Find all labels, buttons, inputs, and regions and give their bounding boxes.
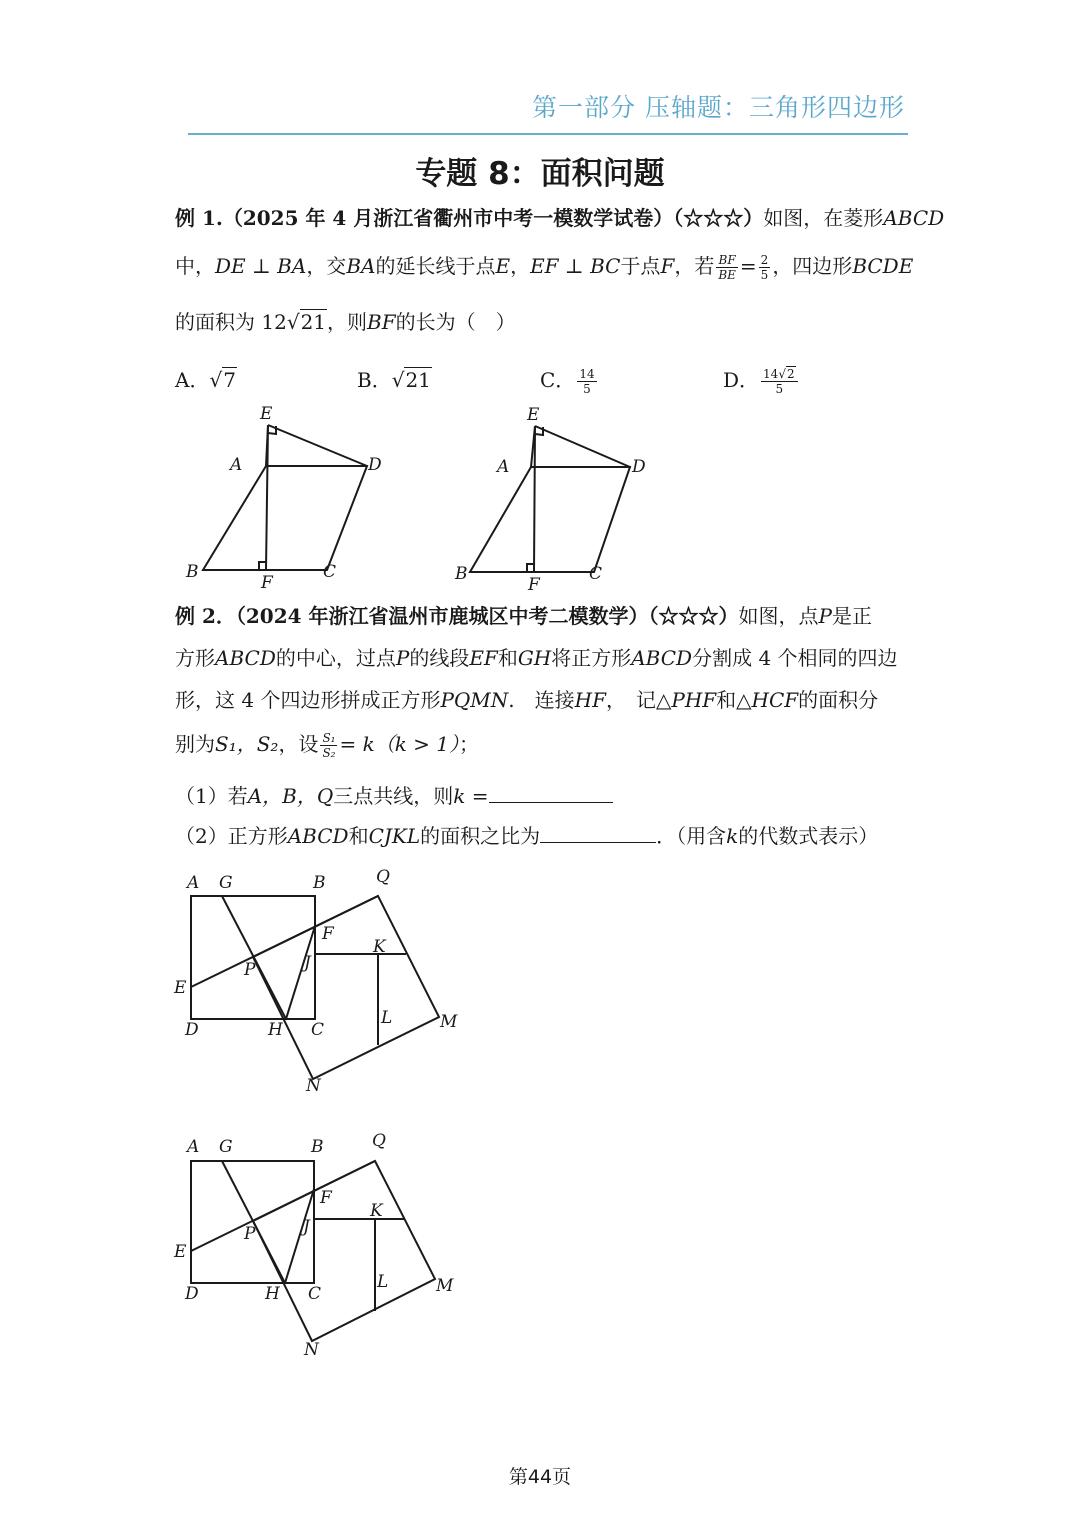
example2-line3: 形，这 4 个四边形拼成正方形PQMN. 连接HF， 记△PHF和△HCF的面积分 xyxy=(175,688,879,712)
svg-text:F: F xyxy=(320,1188,332,1208)
svg-text:K: K xyxy=(370,1201,383,1221)
option-c[interactable]: C． $\frac{14}{5}$ xyxy=(540,367,595,396)
rhombus-abcd-2 xyxy=(470,467,630,572)
rhombus-abcd xyxy=(203,466,367,570)
svg-text:A: A xyxy=(187,873,200,893)
svg-text:J: J xyxy=(304,953,311,973)
svg-text:N: N xyxy=(304,1340,319,1360)
example2-label: 例 2． xyxy=(175,604,236,628)
svg-text:C: C xyxy=(308,1284,322,1304)
svg-text:B: B xyxy=(311,1137,324,1157)
label-a1: A xyxy=(230,455,243,475)
svg-text:Q: Q xyxy=(372,1131,386,1151)
example2-question1: （1）若A，B，Q三点共线，则k = xyxy=(175,782,910,810)
answer-blank-1[interactable] xyxy=(489,782,613,803)
label-f2: F xyxy=(528,575,540,593)
section-header-title: 第一部分 压轴题：三角形四边形 xyxy=(532,93,905,122)
label-b2: B xyxy=(455,564,468,584)
label-e2: E xyxy=(527,405,540,425)
svg-text:B: B xyxy=(313,873,326,893)
label-a2: A xyxy=(497,457,510,477)
example2-source: （2024 年浙江省温州市鹿城区中考二模数学）（☆☆☆） xyxy=(235,604,739,628)
example1-line2: 中，DE ⊥ BA，交BA的延长线于点E，EF ⊥ BC于点F，若 $\frac{BF}{BE}$ = $\frac{2}{5}$ ，四边形BCDE xyxy=(175,253,914,282)
ratio-fraction: $\frac{BF}{BE}$ xyxy=(718,253,736,282)
svg-text:F: F xyxy=(322,924,334,944)
svg-text:N: N xyxy=(306,1076,321,1096)
label-d1: D xyxy=(368,455,382,475)
svg-text:P: P xyxy=(244,960,256,980)
svg-text:M: M xyxy=(436,1276,454,1296)
rhombus-figures xyxy=(170,398,690,593)
svg-text:M: M xyxy=(440,1012,458,1032)
svg-text:P: P xyxy=(244,1224,256,1244)
svg-text:E: E xyxy=(174,1242,187,1262)
example1-line1: 例 1.（2025 年 4 月浙江省衢州市中考一模数学试卷）（☆☆☆）如图，在菱形ABCD xyxy=(175,206,945,230)
svg-text:J: J xyxy=(303,1217,310,1237)
label-e1: E xyxy=(260,404,273,424)
label-c2: C xyxy=(589,564,603,584)
label-d2: D xyxy=(632,457,646,477)
svg-text:D: D xyxy=(185,1284,199,1304)
square-figure-2 xyxy=(165,1125,475,1365)
example2-line1: 例 2．（2024 年浙江省温州市鹿城区中考二模数学）（☆☆☆）如图，点P是正 xyxy=(175,604,872,628)
svg-text:L: L xyxy=(377,1272,389,1292)
option-d[interactable]: D． $\frac{14√2}{5}$ xyxy=(723,364,800,396)
svg-text:Q: Q xyxy=(376,867,390,887)
header-divider xyxy=(188,133,908,135)
svg-text:L: L xyxy=(381,1008,393,1028)
svg-text:K: K xyxy=(373,937,386,957)
svg-text:G: G xyxy=(219,873,233,893)
example2-line4: 别为S₁，S₂，设 $\frac{\text{S₁}}{\text{S₂}}$ = k（k > 1）； xyxy=(175,731,480,760)
svg-text:E: E xyxy=(174,978,187,998)
svg-text:G: G xyxy=(219,1137,233,1157)
svg-text:A: A xyxy=(187,1137,200,1157)
label-c1: C xyxy=(323,562,337,582)
label-b1: B xyxy=(186,562,199,582)
example1-source: （2025 年 4 月浙江省衢州市中考一模数学试卷）（☆☆☆） xyxy=(222,206,764,230)
example2-question2: （2）正方形ABCD和CJKL的面积之比为 ．（用含k的代数式表示） xyxy=(175,824,879,848)
page-title: 专题 8：面积问题 xyxy=(415,156,665,192)
option-a[interactable]: A．√7 xyxy=(175,368,236,392)
square-figure-1 xyxy=(165,860,475,1100)
rhombus-figure-1 xyxy=(185,404,382,593)
square-pqmn xyxy=(253,896,439,1079)
example1-line3: 的面积为 12√21，则BF的长为（ ） xyxy=(175,310,516,334)
svg-text:H: H xyxy=(265,1284,280,1304)
square-pqmn-2 xyxy=(253,1161,435,1341)
svg-text:C: C xyxy=(311,1020,325,1040)
example2-line2: 方形ABCD的中心，过点P的线段EF和GH将正方形ABCD分割成 4 个相同的四边 xyxy=(175,646,898,670)
option-b[interactable]: B．√21 xyxy=(357,368,431,392)
page-number: 第44页 xyxy=(508,1466,572,1488)
label-f1: F xyxy=(261,573,273,593)
example1-label: 例 1. xyxy=(175,206,223,230)
rhombus-figure-2 xyxy=(454,405,646,593)
svg-text:D: D xyxy=(185,1020,199,1040)
svg-text:H: H xyxy=(268,1020,283,1040)
answer-blank-2[interactable] xyxy=(540,822,656,843)
